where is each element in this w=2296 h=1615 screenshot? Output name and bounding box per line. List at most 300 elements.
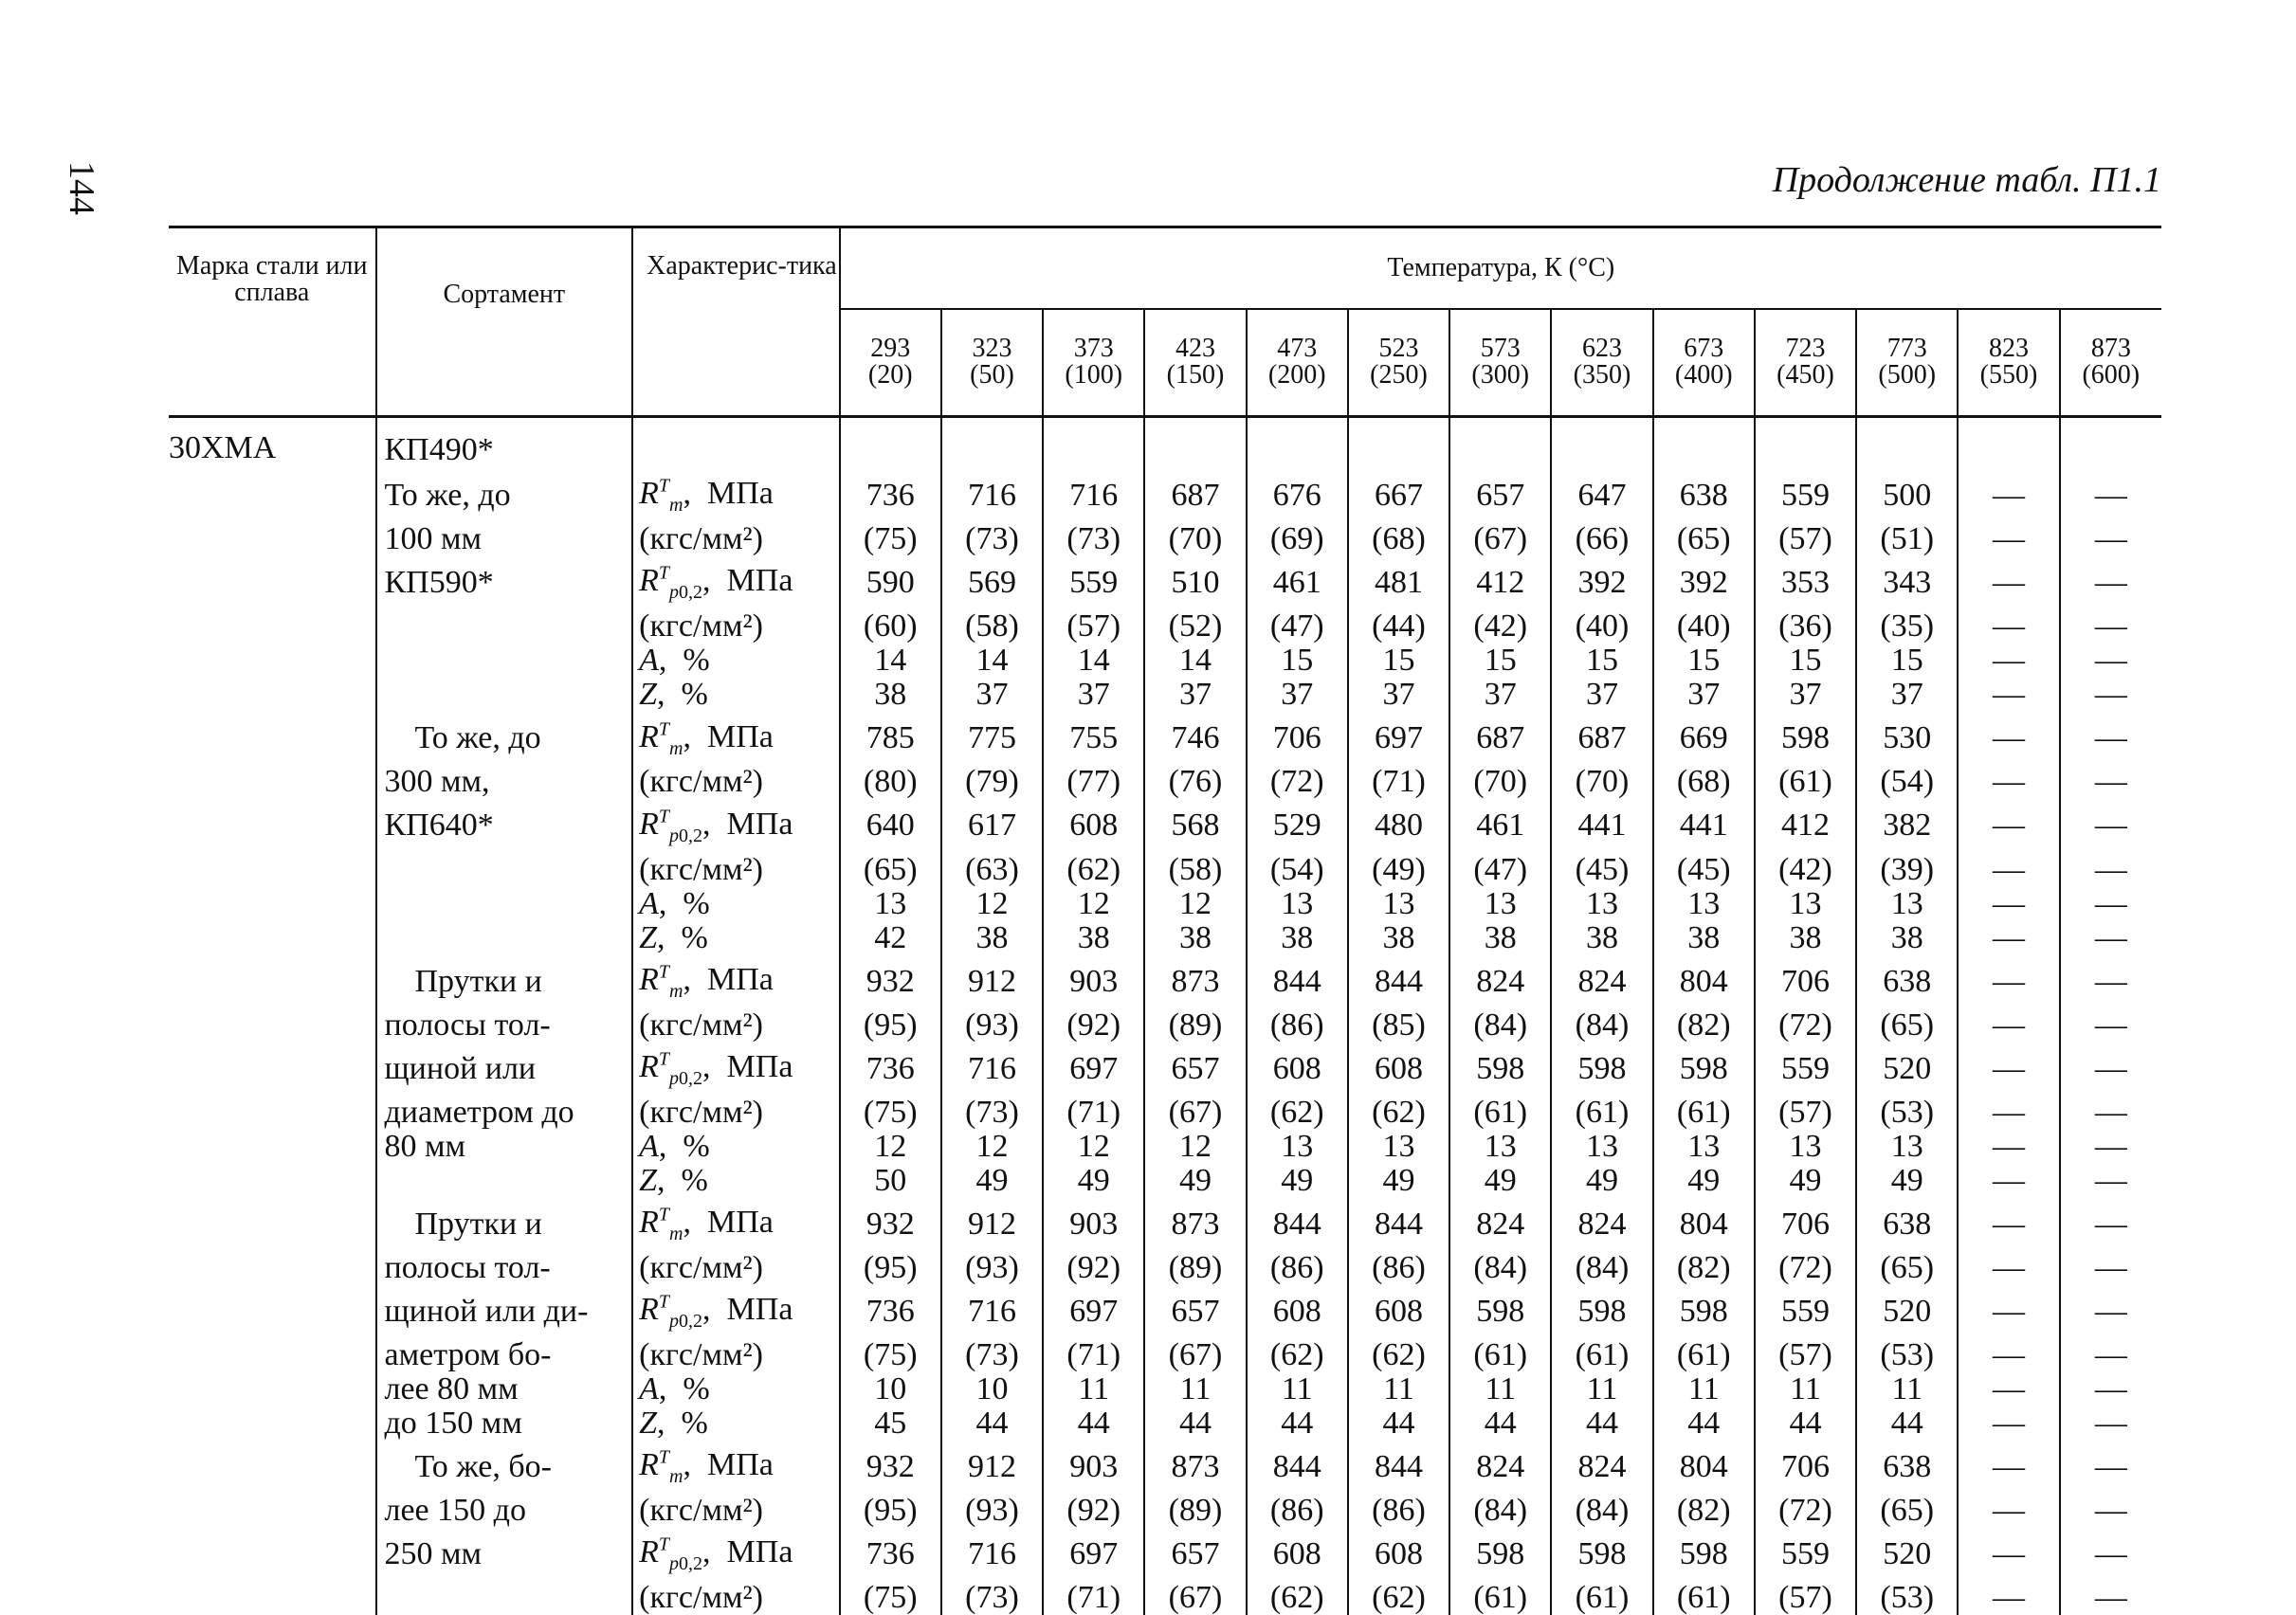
value-cell: 657 <box>1449 469 1551 522</box>
characteristic-cell: $R^T_{p0,2}$, МПа <box>632 1043 840 1096</box>
header-temp-573 <box>1449 309 1551 417</box>
value-cell: 13 <box>840 887 941 921</box>
value-cell: 44 <box>1247 1406 1348 1441</box>
value-cell: 912 <box>941 1441 1043 1494</box>
value-cell: 14 <box>1144 644 1246 678</box>
assortment-cell <box>376 853 633 887</box>
value-cell: 598 <box>1653 1285 1755 1338</box>
value-cell: (61) <box>1551 1338 1652 1372</box>
value-cell: (73) <box>941 1581 1043 1615</box>
spacer-cell <box>1348 417 1449 470</box>
value-cell: 38 <box>840 678 941 712</box>
value-cell: — <box>1958 644 2059 678</box>
value-cell: (84) <box>1551 1251 1652 1285</box>
value-cell: (69) <box>1247 522 1348 556</box>
table-row <box>169 609 2161 644</box>
value-cell: (70) <box>1144 522 1246 556</box>
header-temp-kelvin: 673 <box>1655 336 1753 362</box>
value-cell: (62) <box>1247 1581 1348 1615</box>
value-cell: (51) <box>1856 522 1958 556</box>
assortment-cell: лее 80 мм <box>376 1372 633 1406</box>
header-temp-celsius: (550) <box>1959 362 2057 389</box>
value-cell: 12 <box>1144 1130 1246 1164</box>
value-cell: (75) <box>840 1581 941 1615</box>
value-cell: (53) <box>1856 1581 1958 1615</box>
header-temp-kelvin: 523 <box>1350 336 1448 362</box>
value-cell: 824 <box>1551 1198 1652 1251</box>
value-cell: (85) <box>1348 1008 1449 1043</box>
value-cell: 932 <box>840 1198 941 1251</box>
value-cell: 657 <box>1144 1043 1246 1096</box>
value-cell: 706 <box>1755 955 1856 1008</box>
header-temp-kelvin: 473 <box>1248 336 1346 362</box>
value-cell: 598 <box>1653 1043 1755 1096</box>
table-row <box>169 1285 2161 1338</box>
value-cell: (89) <box>1144 1251 1246 1285</box>
header-temp-celsius: (100) <box>1045 362 1142 389</box>
value-cell: — <box>2060 1130 2161 1164</box>
value-cell: (75) <box>840 1338 941 1372</box>
value-cell: — <box>2060 853 2161 887</box>
value-cell: (62) <box>1247 1096 1348 1130</box>
value-cell: — <box>1958 522 2059 556</box>
value-cell: 598 <box>1653 1528 1755 1581</box>
value-cell: 44 <box>941 1406 1043 1441</box>
value-cell: 461 <box>1247 556 1348 609</box>
characteristic-cell: Z, % <box>632 1406 840 1441</box>
header-temp-celsius: (200) <box>1248 362 1346 389</box>
header-temp-473 <box>1247 309 1348 417</box>
value-cell: 13 <box>1551 1130 1652 1164</box>
value-cell: 785 <box>840 712 941 765</box>
characteristic-cell: $R^T_{p0,2}$, МПа <box>632 799 840 852</box>
value-cell: 412 <box>1449 556 1551 609</box>
value-cell: 44 <box>1043 1406 1144 1441</box>
spacer-cell <box>1958 417 2059 470</box>
value-cell: (62) <box>1348 1338 1449 1372</box>
value-cell: 608 <box>1348 1285 1449 1338</box>
value-cell: (65) <box>1653 522 1755 556</box>
value-cell: (75) <box>840 1096 941 1130</box>
header-temp-kelvin: 423 <box>1146 336 1244 362</box>
header-temperature: Температура, К (°С) <box>840 227 2161 309</box>
characteristic-cell: (кгс/мм²) <box>632 522 840 556</box>
value-cell: 638 <box>1856 955 1958 1008</box>
value-cell: 38 <box>1551 921 1652 955</box>
assortment-cell: 250 мм <box>376 1528 633 1581</box>
value-cell: (57) <box>1043 609 1144 644</box>
table-row <box>169 765 2161 799</box>
value-cell: 441 <box>1551 799 1652 852</box>
value-cell: 15 <box>1348 644 1449 678</box>
assortment-cell: лее 150 до <box>376 1494 633 1528</box>
value-cell: 824 <box>1551 955 1652 1008</box>
value-cell: (67) <box>1449 522 1551 556</box>
value-cell: 44 <box>1551 1406 1652 1441</box>
value-cell: — <box>1958 1096 2059 1130</box>
value-cell: 13 <box>1551 887 1652 921</box>
assortment-cell <box>376 609 633 644</box>
value-cell: 13 <box>1348 1130 1449 1164</box>
table-row <box>169 1008 2161 1043</box>
value-cell: 38 <box>1144 921 1246 955</box>
value-cell: (93) <box>941 1008 1043 1043</box>
spacer-cell <box>632 417 840 470</box>
value-cell: (80) <box>840 765 941 799</box>
value-cell: 706 <box>1247 712 1348 765</box>
characteristic-cell: A, % <box>632 644 840 678</box>
value-cell: (61) <box>1449 1338 1551 1372</box>
header-temp-423 <box>1144 309 1246 417</box>
value-cell: (72) <box>1755 1251 1856 1285</box>
value-cell: — <box>1958 1251 2059 1285</box>
assortment-cell: КП490* <box>376 417 633 470</box>
value-cell: 824 <box>1551 1441 1652 1494</box>
value-cell: 14 <box>941 644 1043 678</box>
value-cell: (89) <box>1144 1494 1246 1528</box>
value-cell: 12 <box>941 887 1043 921</box>
value-cell: (73) <box>941 1096 1043 1130</box>
value-cell: (47) <box>1247 609 1348 644</box>
value-cell: 49 <box>1653 1164 1755 1198</box>
value-cell: (62) <box>1043 853 1144 887</box>
value-cell: — <box>1958 1406 2059 1441</box>
value-cell: 844 <box>1348 1198 1449 1251</box>
value-cell: 11 <box>1856 1372 1958 1406</box>
table-row <box>169 678 2161 712</box>
table-row <box>169 1198 2161 1251</box>
value-cell: (65) <box>1856 1494 1958 1528</box>
value-cell: 608 <box>1348 1528 1449 1581</box>
spacer-cell <box>1653 417 1755 470</box>
assortment-cell: полосы тол- <box>376 1008 633 1043</box>
characteristic-cell: Z, % <box>632 921 840 955</box>
value-cell: 13 <box>1755 1130 1856 1164</box>
value-cell: (84) <box>1551 1494 1652 1528</box>
value-cell: (86) <box>1247 1251 1348 1285</box>
value-cell: — <box>2060 556 2161 609</box>
value-cell: 804 <box>1653 1198 1755 1251</box>
value-cell: — <box>1958 1338 2059 1372</box>
table-row <box>169 955 2161 1008</box>
value-cell: 598 <box>1449 1285 1551 1338</box>
table-continued-label: Продолжение табл. П1.1 <box>1773 159 2161 201</box>
assortment-cell: Прутки и <box>376 1198 633 1251</box>
value-cell: (62) <box>1247 1338 1348 1372</box>
spacer-cell <box>941 417 1043 470</box>
assortment-cell: щиной или ди- <box>376 1285 633 1338</box>
value-cell: 49 <box>1449 1164 1551 1198</box>
value-cell: (92) <box>1043 1008 1144 1043</box>
assortment-cell: 100 мм <box>376 522 633 556</box>
value-cell: 44 <box>1856 1406 1958 1441</box>
value-cell: 15 <box>1755 644 1856 678</box>
value-cell: 13 <box>1653 887 1755 921</box>
value-cell: (62) <box>1348 1581 1449 1615</box>
value-cell: 608 <box>1247 1528 1348 1581</box>
value-cell: 13 <box>1755 887 1856 921</box>
table-row <box>169 712 2161 765</box>
assortment-cell <box>376 1581 633 1615</box>
value-cell: 804 <box>1653 955 1755 1008</box>
header-temp-kelvin: 373 <box>1045 336 1142 362</box>
value-cell: (65) <box>840 853 941 887</box>
value-cell: 873 <box>1144 1441 1246 1494</box>
value-cell: 45 <box>840 1406 941 1441</box>
value-cell: (95) <box>840 1008 941 1043</box>
header-temp-823 <box>1958 309 2059 417</box>
header-temp-celsius: (300) <box>1451 362 1549 389</box>
characteristic-cell: $R^T_m$, МПа <box>632 1441 840 1494</box>
value-cell: (84) <box>1551 1008 1652 1043</box>
value-cell: 15 <box>1653 644 1755 678</box>
value-cell: 11 <box>1551 1372 1652 1406</box>
value-cell: (68) <box>1348 522 1449 556</box>
value-cell: 559 <box>1755 469 1856 522</box>
value-cell: 706 <box>1755 1441 1856 1494</box>
value-cell: — <box>2060 887 2161 921</box>
value-cell: — <box>2060 1198 2161 1251</box>
value-cell: 37 <box>941 678 1043 712</box>
value-cell: (53) <box>1856 1096 1958 1130</box>
value-cell: (52) <box>1144 609 1246 644</box>
value-cell: — <box>2060 1164 2161 1198</box>
header-steel-grade: Марка стали или сплава <box>169 227 376 417</box>
value-cell: 687 <box>1551 712 1652 765</box>
table-row <box>169 1043 2161 1096</box>
value-cell: — <box>2060 609 2161 644</box>
table-row <box>169 1372 2161 1406</box>
characteristic-cell: (кгс/мм²) <box>632 1096 840 1130</box>
assortment-cell: То же, до <box>376 469 633 522</box>
table-row <box>169 1164 2161 1198</box>
value-cell: — <box>1958 1285 2059 1338</box>
value-cell: 500 <box>1856 469 1958 522</box>
value-cell: 12 <box>1043 1130 1144 1164</box>
value-cell: (92) <box>1043 1251 1144 1285</box>
value-cell: 42 <box>840 921 941 955</box>
value-cell: 559 <box>1755 1043 1856 1096</box>
value-cell: (79) <box>941 765 1043 799</box>
value-cell: (40) <box>1653 609 1755 644</box>
value-cell: (60) <box>840 609 941 644</box>
value-cell: 687 <box>1144 469 1246 522</box>
value-cell: 11 <box>1449 1372 1551 1406</box>
value-cell: (82) <box>1653 1494 1755 1528</box>
value-cell: (61) <box>1653 1581 1755 1615</box>
value-cell: (61) <box>1653 1096 1755 1130</box>
value-cell: (61) <box>1653 1338 1755 1372</box>
value-cell: 353 <box>1755 556 1856 609</box>
spacer-cell <box>2060 417 2161 470</box>
spacer-cell <box>1856 417 1958 470</box>
value-cell: 598 <box>1551 1043 1652 1096</box>
value-cell: 716 <box>941 1285 1043 1338</box>
value-cell: (65) <box>1856 1251 1958 1285</box>
value-cell: 706 <box>1755 1198 1856 1251</box>
value-cell: (45) <box>1653 853 1755 887</box>
value-cell: — <box>1958 799 2059 852</box>
value-cell: 441 <box>1653 799 1755 852</box>
value-cell: 687 <box>1449 712 1551 765</box>
value-cell: 37 <box>1551 678 1652 712</box>
header-temp-celsius: (250) <box>1350 362 1448 389</box>
value-cell: — <box>1958 1441 2059 1494</box>
assortment-cell: 80 мм <box>376 1130 633 1164</box>
value-cell: (54) <box>1856 765 1958 799</box>
header-temp-kelvin: 323 <box>943 336 1041 362</box>
value-cell: 50 <box>840 1164 941 1198</box>
value-cell: (95) <box>840 1251 941 1285</box>
value-cell: (61) <box>1755 765 1856 799</box>
value-cell: 873 <box>1144 1198 1246 1251</box>
value-cell: 824 <box>1449 1198 1551 1251</box>
value-cell: — <box>2060 1285 2161 1338</box>
value-cell: — <box>2060 1096 2161 1130</box>
value-cell: 13 <box>1653 1130 1755 1164</box>
value-cell: (42) <box>1755 853 1856 887</box>
value-cell: — <box>2060 1528 2161 1581</box>
characteristic-cell: Z, % <box>632 678 840 712</box>
assortment-cell: диаметром до <box>376 1096 633 1130</box>
characteristic-cell: $R^T_{p0,2}$, МПа <box>632 1528 840 1581</box>
table-row <box>169 853 2161 887</box>
header-temp-773 <box>1856 309 1958 417</box>
assortment-cell: КП640* <box>376 799 633 852</box>
header-temp-723 <box>1755 309 1856 417</box>
header-temp-celsius: (350) <box>1553 362 1650 389</box>
value-cell: 608 <box>1247 1043 1348 1096</box>
value-cell: 755 <box>1043 712 1144 765</box>
value-cell: — <box>1958 469 2059 522</box>
value-cell: 559 <box>1043 556 1144 609</box>
value-cell: (54) <box>1247 853 1348 887</box>
value-cell: 13 <box>1247 1130 1348 1164</box>
value-cell: (72) <box>1247 765 1348 799</box>
value-cell: (89) <box>1144 1008 1246 1043</box>
characteristic-cell: $R^T_m$, МПа <box>632 955 840 1008</box>
value-cell: 775 <box>941 712 1043 765</box>
value-cell: 15 <box>1856 644 1958 678</box>
value-cell: 49 <box>1551 1164 1652 1198</box>
value-cell: 912 <box>941 1198 1043 1251</box>
header-temp-celsius: (450) <box>1757 362 1854 389</box>
value-cell: — <box>1958 1043 2059 1096</box>
value-cell: (61) <box>1449 1096 1551 1130</box>
spacer-cell <box>1247 417 1348 470</box>
value-cell: — <box>1958 556 2059 609</box>
value-cell: 13 <box>1348 887 1449 921</box>
value-cell: 13 <box>1449 1130 1551 1164</box>
value-cell: 559 <box>1755 1285 1856 1338</box>
header-temp-celsius: (500) <box>1858 362 1956 389</box>
table-row <box>169 522 2161 556</box>
value-cell: (77) <box>1043 765 1144 799</box>
value-cell: — <box>1958 1164 2059 1198</box>
header-temp-kelvin: 293 <box>842 336 939 362</box>
characteristic-cell: $R^T_{p0,2}$, МПа <box>632 1285 840 1338</box>
value-cell: (95) <box>840 1494 941 1528</box>
value-cell: 824 <box>1449 1441 1551 1494</box>
value-cell: 461 <box>1449 799 1551 852</box>
value-cell: 15 <box>1551 644 1652 678</box>
value-cell: 912 <box>941 955 1043 1008</box>
value-cell: 37 <box>1247 678 1348 712</box>
value-cell: 657 <box>1144 1528 1246 1581</box>
assortment-cell: То же, до <box>376 712 633 765</box>
value-cell: 598 <box>1449 1528 1551 1581</box>
value-cell: 697 <box>1043 1043 1144 1096</box>
value-cell: (86) <box>1348 1251 1449 1285</box>
spacer-cell <box>1144 417 1246 470</box>
value-cell: 12 <box>941 1130 1043 1164</box>
table-row <box>169 1581 2161 1615</box>
properties-table <box>169 226 2161 1615</box>
value-cell: (73) <box>941 522 1043 556</box>
header-temp-373 <box>1043 309 1144 417</box>
value-cell: — <box>1958 1198 2059 1251</box>
value-cell: (57) <box>1755 522 1856 556</box>
value-cell: — <box>2060 712 2161 765</box>
value-cell: — <box>1958 1494 2059 1528</box>
value-cell: 38 <box>1043 921 1144 955</box>
value-cell: 736 <box>840 1285 941 1338</box>
value-cell: 590 <box>840 556 941 609</box>
header-temp-kelvin: 723 <box>1757 336 1854 362</box>
value-cell: — <box>1958 1581 2059 1615</box>
value-cell: 12 <box>840 1130 941 1164</box>
table-row <box>169 1096 2161 1130</box>
value-cell: 38 <box>1755 921 1856 955</box>
assortment-cell: Прутки и <box>376 955 633 1008</box>
value-cell: 638 <box>1856 1441 1958 1494</box>
header-temp-873 <box>2060 309 2161 417</box>
value-cell: 669 <box>1653 712 1755 765</box>
value-cell: 640 <box>840 799 941 852</box>
value-cell: (93) <box>941 1494 1043 1528</box>
value-cell: 14 <box>1043 644 1144 678</box>
value-cell: 697 <box>1043 1285 1144 1338</box>
value-cell: (71) <box>1043 1338 1144 1372</box>
table-row <box>169 799 2161 852</box>
header-temp-673 <box>1653 309 1755 417</box>
value-cell: 903 <box>1043 1198 1144 1251</box>
value-cell: 38 <box>1348 921 1449 955</box>
value-cell: 716 <box>941 469 1043 522</box>
value-cell: (67) <box>1144 1096 1246 1130</box>
spacer-cell <box>1043 417 1144 470</box>
value-cell: 44 <box>1653 1406 1755 1441</box>
characteristic-cell: $R^T_{p0,2}$, МПа <box>632 556 840 609</box>
header-temp-kelvin: 823 <box>1959 336 2057 362</box>
value-cell: (45) <box>1551 853 1652 887</box>
value-cell: 15 <box>1449 644 1551 678</box>
header-temp-523 <box>1348 309 1449 417</box>
value-cell: 932 <box>840 955 941 1008</box>
value-cell: (70) <box>1551 765 1652 799</box>
value-cell: 37 <box>1043 678 1144 712</box>
value-cell: 37 <box>1755 678 1856 712</box>
header-temp-celsius: (20) <box>842 362 939 389</box>
value-cell: (66) <box>1551 522 1652 556</box>
value-cell: (53) <box>1856 1338 1958 1372</box>
value-cell: — <box>1958 712 2059 765</box>
assortment-cell: полосы тол- <box>376 1251 633 1285</box>
characteristic-cell: $R^T_m$, МПа <box>632 469 840 522</box>
value-cell: — <box>2060 921 2161 955</box>
table-row <box>169 417 2161 470</box>
value-cell: 608 <box>1043 799 1144 852</box>
